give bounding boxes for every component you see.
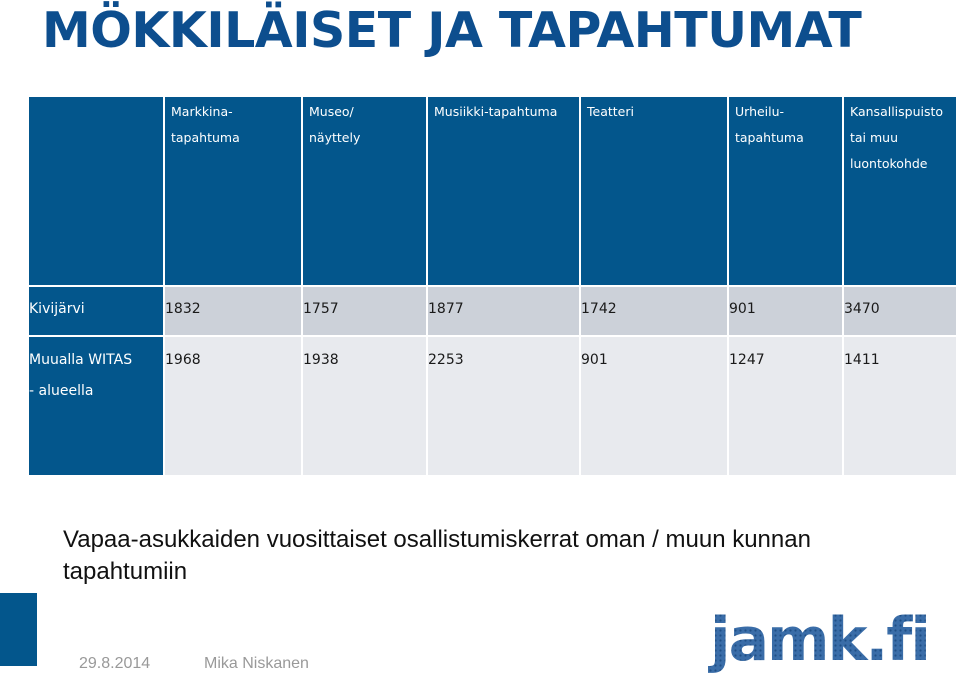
header-teatteri: Teatteri	[580, 96, 728, 286]
table-cell: 1938	[302, 336, 427, 476]
table-row	[28, 336, 957, 476]
table-cell: 1411	[843, 336, 957, 476]
accent-bar	[0, 593, 37, 666]
table-cell: 2253	[427, 336, 580, 476]
data-table	[27, 95, 958, 477]
header-markkinatapahtuma: Markkina- tapahtuma	[164, 96, 302, 286]
table-cell: 1247	[728, 336, 843, 476]
table-cell: 1968	[164, 336, 302, 476]
row-label: Muualla WITAS - alueella	[28, 336, 164, 476]
header-musiikki: Musiikki-tapahtuma	[427, 96, 580, 286]
table-row	[28, 286, 957, 336]
slide-title: MÖKKILÄISET JA TAPAHTUMAT	[42, 2, 862, 59]
table-cell: 901	[580, 336, 728, 476]
footer-date: 29.8.2014	[79, 655, 151, 672]
slide-caption: Vapaa-asukkaiden vuosittaiset osallistumiskerrat oman / muun kunnan tapahtumiin	[63, 526, 811, 585]
table-cell: 901	[728, 286, 843, 336]
row-label: Kivijärvi	[28, 286, 164, 336]
header-corner	[28, 96, 164, 286]
jamk-logo	[708, 598, 958, 682]
header-kansallispuisto: Kansallispuisto tai muu luontokohde	[843, 96, 957, 286]
header-urheilu: Urheilu- tapahtuma	[728, 96, 843, 286]
header-museo: Museo/ näyttely	[302, 96, 427, 286]
footer-author: Mika Niskanen	[204, 655, 309, 672]
table-cell: 1832	[164, 286, 302, 336]
table-cell: 1742	[580, 286, 728, 336]
table-cell: 1757	[302, 286, 427, 336]
table-cell: 3470	[843, 286, 957, 336]
svg-text:jamk.fi: jamk.fi	[710, 605, 929, 675]
table-cell: 1877	[427, 286, 580, 336]
table-header-row	[28, 96, 957, 286]
